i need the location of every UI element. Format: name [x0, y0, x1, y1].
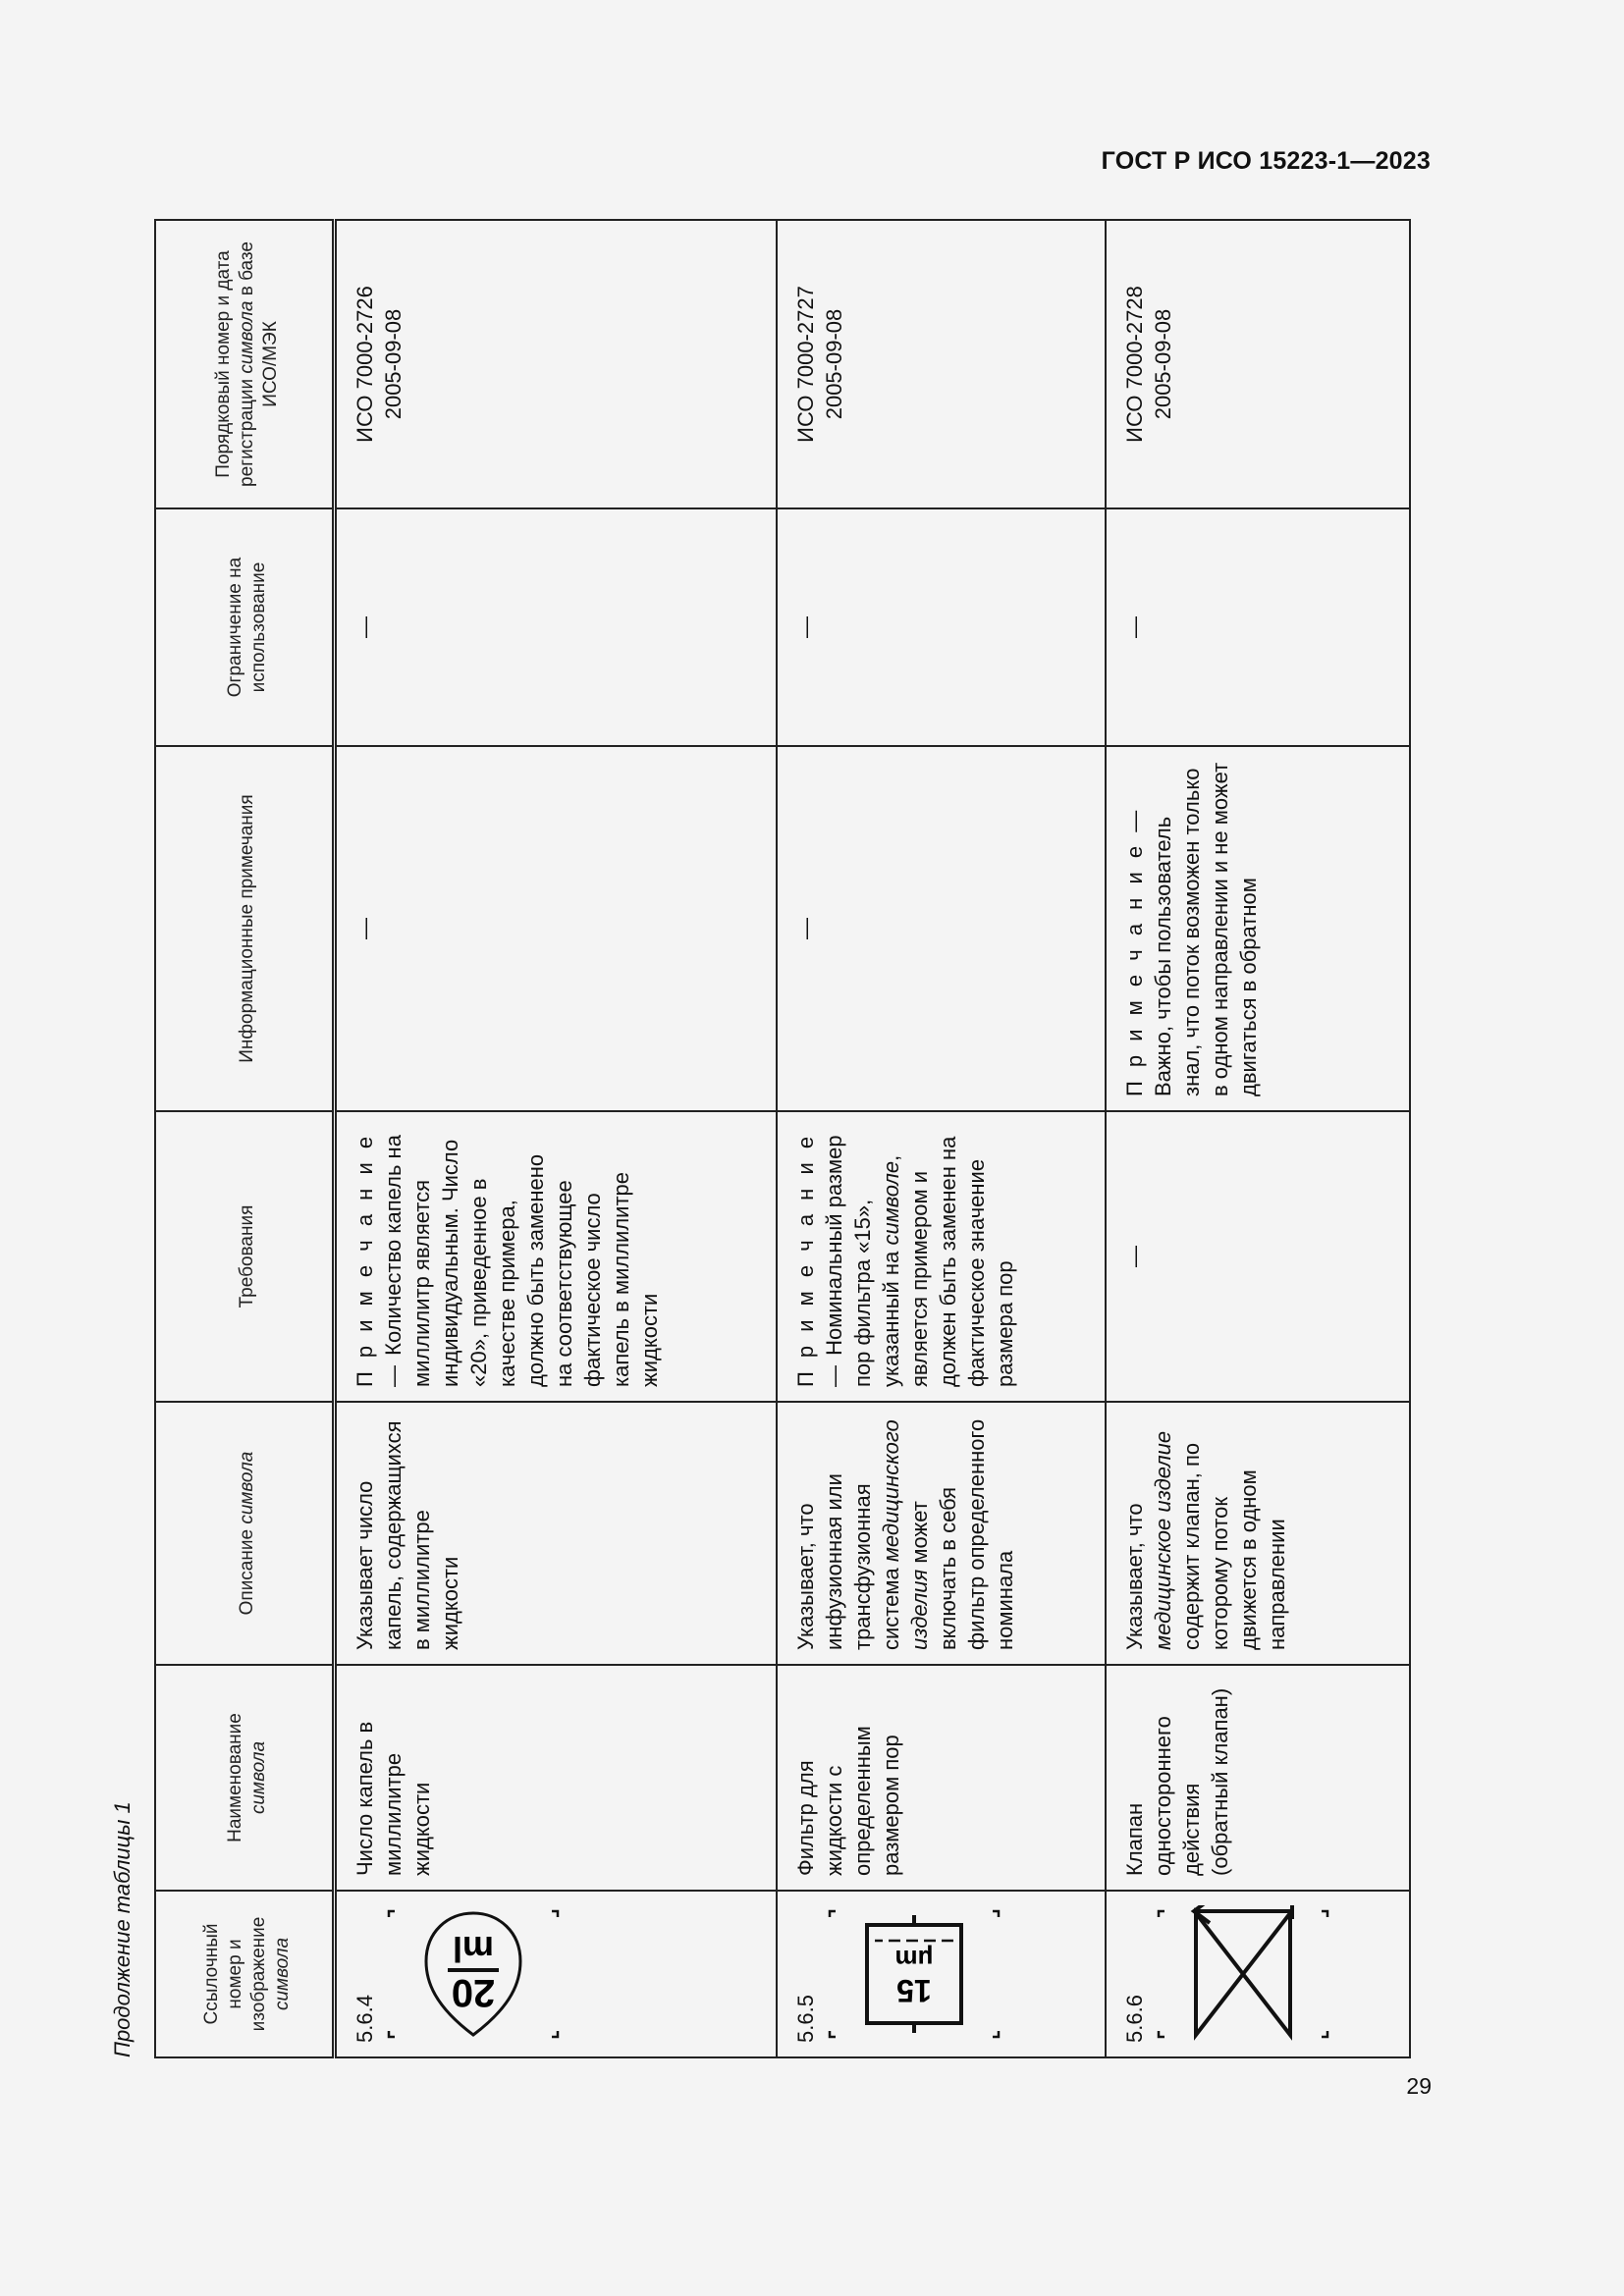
one-way-valve-icon: [1157, 1905, 1329, 2043]
col-header-description: Описание символа: [155, 1402, 335, 1665]
filter-symbol-icon: [828, 1905, 1001, 2043]
description-cell: Указывает, что инфузионная или трансфузионная система медицинского изделия может включать в себя фильтр определенного номинала: [777, 1402, 1106, 1665]
col-header-info-notes: Информационные примечания: [155, 746, 335, 1111]
info-notes-cell: —: [335, 746, 778, 1111]
name-cell: Фильтр для жидкости с определенным размером пор: [777, 1665, 1106, 1891]
info-notes-cell: —: [777, 746, 1106, 1111]
ref-number: 5.6.4: [352, 1995, 377, 2043]
symbol-table: [154, 219, 1411, 2058]
description-cell: Указывает число капель, содержащихся в миллилитре жидкости: [335, 1402, 778, 1665]
ref-cell: [1106, 1891, 1410, 2057]
page-number: 29: [1406, 2073, 1432, 2099]
requirements-cell: П р и м е ч а н и е — Количество капель на миллилитр является индивидуальным. Число «20», приведенное в качестве примера, должно быть заменено на соответствующее фактическое число капель в миллилитре жидкости: [335, 1111, 778, 1402]
registration-cell: ИСО 7000-2728 2005-09-08: [1106, 220, 1410, 508]
col-header-name: Наименование символа: [155, 1665, 335, 1891]
drop-unit: ml: [452, 1929, 495, 1969]
check-valve-symbol: [1157, 1905, 1329, 2043]
name-cell: Число капель в миллилитре жидкости: [335, 1665, 778, 1891]
symbol-table-frame: [154, 221, 1411, 2058]
name-cell: Клапан одностороннего действия (обратный клапан): [1106, 1665, 1410, 1891]
requirements-cell: П р и м е ч а н и е — Номинальный размер пор фильтра «15», указанный на символе, является примером и должен быть заменен на фактическое значение размера пор: [777, 1111, 1106, 1402]
col-header-requirements: Требования: [155, 1111, 335, 1402]
info-notes-cell: П р и м е ч а н и е — Важно, чтобы пользователь знал, что поток возможен только в одном направлении и не может двигаться в обратном: [1106, 746, 1410, 1111]
restriction-cell: —: [1106, 508, 1410, 746]
col-header-restriction: Ограничение на использование: [155, 508, 335, 746]
document-header: ГОСТ Р ИСО 15223-1—2023: [1101, 147, 1431, 175]
drop-symbol-icon: [387, 1905, 560, 2043]
ref-cell: [777, 1891, 1106, 2057]
table-header-row: [155, 220, 335, 2057]
col-header-registration: Порядковый номер и дата регистрации символа в базе ИСО/МЭК: [155, 220, 335, 508]
ref-number: 5.6.6: [1121, 1995, 1147, 2043]
restriction-cell: —: [777, 508, 1106, 746]
col-header-ref: Ссылочный номер и изображение символа: [155, 1891, 335, 2057]
table-caption: Продолжение таблицы 1: [110, 1801, 135, 2057]
drop-number: 20: [451, 1971, 496, 2014]
table-row: [1106, 220, 1410, 2057]
drops-per-ml-symbol: [387, 1905, 560, 2043]
table-row: [777, 220, 1106, 2057]
requirements-cell: —: [1106, 1111, 1410, 1402]
registration-cell: ИСО 7000-2727 2005-09-08: [777, 220, 1106, 508]
ref-number: 5.6.5: [793, 1995, 819, 2043]
description-cell: Указывает, что медицинское изделие содержит клапан, по которому поток движется в одном направлении: [1106, 1402, 1410, 1665]
table-row: [335, 220, 778, 2057]
registration-cell: ИСО 7000-2726 2005-09-08: [335, 220, 778, 508]
ref-cell: [335, 1891, 778, 2057]
filter-number: 15: [896, 1973, 932, 2008]
filter-pore-size-symbol: [828, 1905, 1001, 2043]
filter-unit: μm: [894, 1945, 934, 1974]
restriction-cell: —: [335, 508, 778, 746]
